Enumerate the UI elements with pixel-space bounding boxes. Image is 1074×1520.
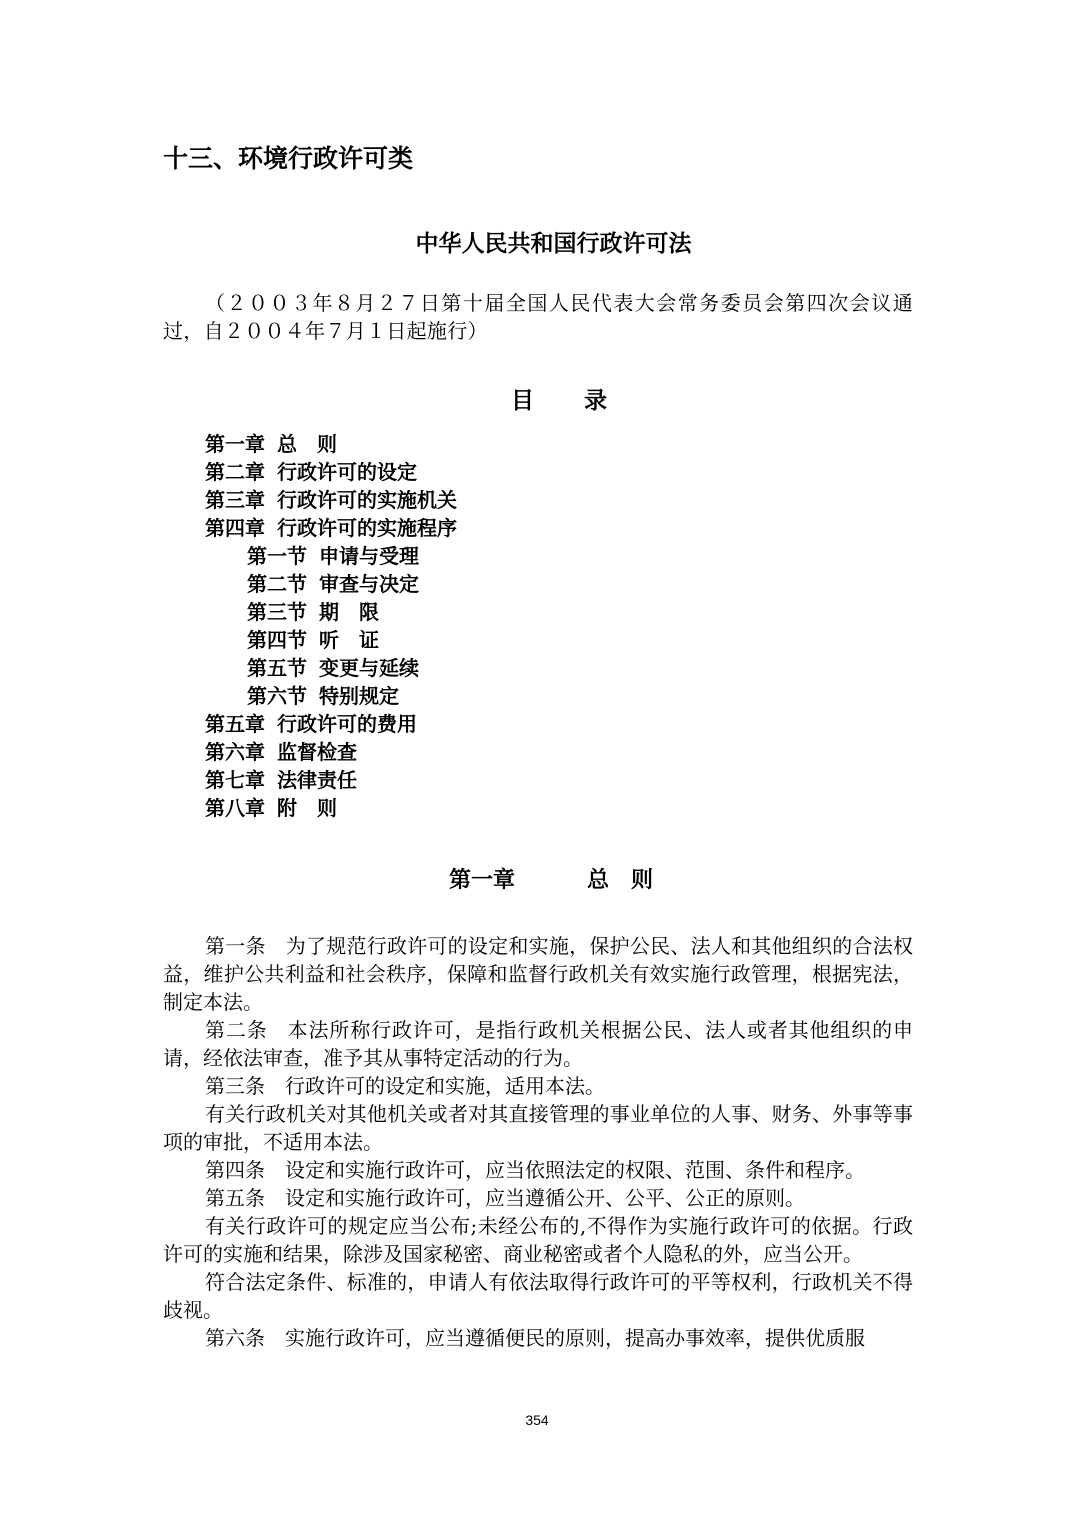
toc-item-name: 听 证 [319, 628, 379, 652]
paragraph-text: 为了规范行政许可的设定和实施，保护公民、法人和其他组织的合法权益，维护公共利益和社会秩序，保障和监督行政机关有效实施行政管理，根据宪法，制定本法。 [163, 934, 914, 1014]
article-paragraph [163, 932, 913, 1016]
article-number: 第六条 [205, 1326, 265, 1350]
toc-item-number: 第五章 [205, 712, 265, 736]
toc-title [0, 383, 1074, 419]
toc-subitem[interactable] [205, 626, 457, 654]
toc-subitem[interactable] [205, 682, 457, 710]
toc-item-number: 第七章 [205, 768, 265, 792]
toc-item-name: 期 限 [319, 600, 379, 624]
toc-subitem[interactable] [205, 542, 457, 570]
chapter-name: 总 则 [587, 868, 654, 893]
article-number: 第一条 [205, 934, 266, 958]
paragraph-text: 实施行政许可，应当遵循便民的原则，提高办事效率，提供优质服 [285, 1326, 865, 1350]
paragraph-text: 有关行政机关对其他机关或者对其直接管理的事业单位的人事、财务、外事等事项的审批，不适用本法。 [163, 1102, 913, 1154]
toc-subitem[interactable] [205, 598, 457, 626]
body-text [163, 932, 913, 1352]
toc-item[interactable] [205, 738, 457, 766]
article-paragraph [163, 1016, 913, 1072]
toc-item-number: 第六章 [205, 740, 265, 764]
toc-item-name: 特别规定 [319, 684, 399, 708]
toc-item[interactable] [205, 514, 457, 542]
toc-title-part2: 录 [584, 388, 607, 414]
toc-item-number: 第六节 [247, 684, 307, 708]
paragraph-text: 行政许可的设定和实施，适用本法。 [285, 1074, 605, 1098]
toc-item-name: 总 则 [277, 432, 337, 456]
toc-item-number: 第八章 [205, 796, 265, 820]
toc-subitem[interactable] [205, 570, 457, 598]
toc-item-name: 监督检查 [277, 740, 357, 764]
toc-item-name: 审查与决定 [319, 572, 419, 596]
toc-item-name: 行政许可的实施机关 [277, 488, 457, 512]
article-number: 第二条 [205, 1018, 268, 1042]
toc-item-number: 第五节 [247, 656, 307, 680]
article-number: 第三条 [205, 1074, 265, 1098]
page-number: 354 [525, 1412, 549, 1428]
toc-item-number: 第一章 [205, 432, 265, 456]
article-number: 第五条 [205, 1186, 265, 1210]
table-of-contents [205, 430, 457, 822]
toc-item-number: 第三章 [205, 488, 265, 512]
paragraph-text: 本法所称行政许可，是指行政机关根据公民、法人或者其他组织的申请，经依法审查，准予其从事特定活动的行为。 [163, 1018, 913, 1070]
law-title-text: 中华人民共和国行政许可法 [415, 231, 692, 257]
toc-title-part1: 目 [511, 388, 534, 414]
toc-item-name: 法律责任 [277, 768, 357, 792]
paragraph [163, 1268, 913, 1324]
article-number: 第四条 [205, 1158, 265, 1182]
toc-item[interactable] [205, 458, 457, 486]
paragraph-text: 设定和实施行政许可，应当依照法定的权限、范围、条件和程序。 [285, 1158, 865, 1182]
toc-item-name: 行政许可的费用 [277, 712, 417, 736]
toc-subitem[interactable] [205, 654, 457, 682]
toc-item-number: 第三节 [247, 600, 307, 624]
paragraph [163, 1212, 913, 1268]
toc-item-name: 申请与受理 [319, 544, 419, 568]
toc-item-number: 第四节 [247, 628, 307, 652]
section-heading: 十三、环境行政许可类 [163, 144, 414, 173]
toc-item-name: 变更与延续 [319, 656, 419, 680]
law-title [0, 226, 1074, 262]
article-paragraph [163, 1184, 913, 1212]
article-paragraph [163, 1072, 913, 1100]
toc-item-name: 行政许可的设定 [277, 460, 417, 484]
chapter-title [449, 864, 653, 898]
toc-item[interactable] [205, 766, 457, 794]
paragraph [163, 1100, 913, 1156]
toc-item-name: 行政许可的实施程序 [277, 516, 457, 540]
toc-item[interactable] [205, 794, 457, 822]
toc-item[interactable] [205, 430, 457, 458]
article-paragraph [163, 1324, 913, 1352]
toc-item[interactable] [205, 486, 457, 514]
toc-item-number: 第二章 [205, 460, 265, 484]
toc-item-number: 第一节 [247, 544, 307, 568]
toc-item[interactable] [205, 710, 457, 738]
article-paragraph [163, 1156, 913, 1184]
toc-item-name: 附 则 [277, 796, 337, 820]
adoption-note: （２００３年８月２７日第十届全国人民代表大会常务委员会第四次会议通过，自２００４年７月１日起施行） [163, 291, 913, 343]
paragraph-text: 有关行政许可的规定应当公布;未经公布的,不得作为实施行政许可的依据。行政许可的实施和结果，除涉及国家秘密、商业秘密或者个人隐私的外，应当公开。 [163, 1214, 913, 1266]
toc-item-number: 第二节 [247, 572, 307, 596]
chapter-number: 第一章 [449, 868, 516, 893]
paragraph-text: 设定和实施行政许可，应当遵循公开、公平、公正的原则。 [285, 1186, 805, 1210]
paragraph-text: 符合法定条件、标准的，申请人有依法取得行政许可的平等权利，行政机关不得歧视。 [163, 1270, 913, 1322]
toc-item-number: 第四章 [205, 516, 265, 540]
